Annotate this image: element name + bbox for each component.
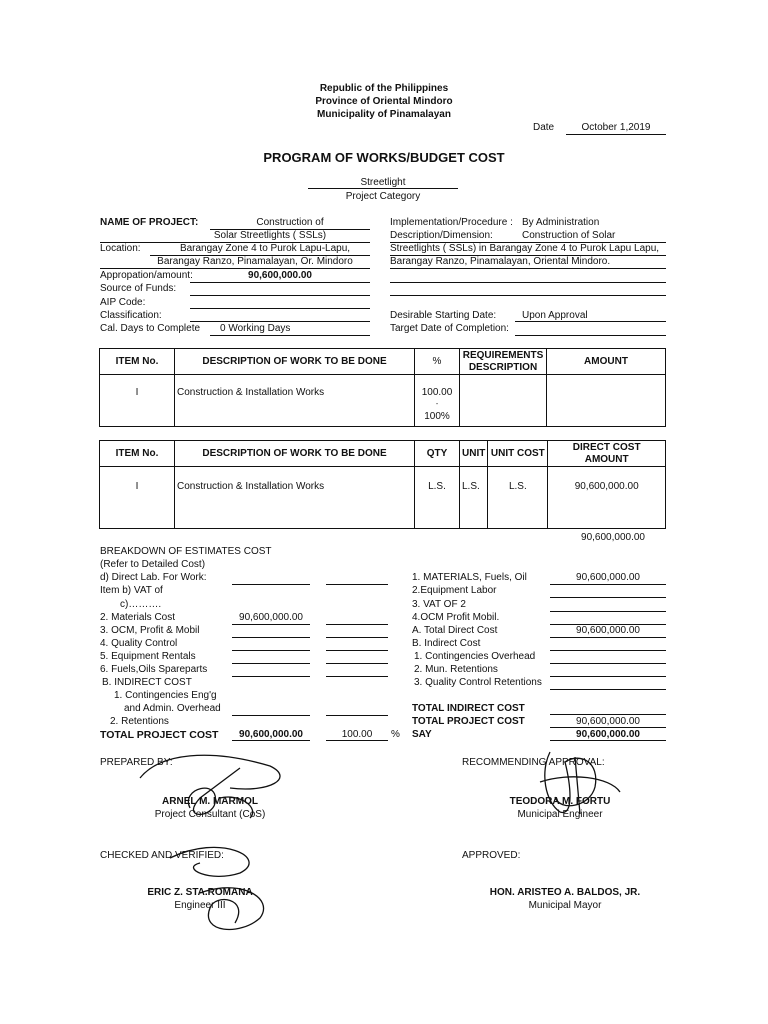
left-total-percent: 100.00: [326, 729, 388, 741]
breakdown-right-label: 2.Equipment Labor: [412, 585, 497, 596]
breakdown-right-label: 4.OCM Profit Mobil.: [412, 612, 500, 623]
breakdown-right-value: [550, 677, 666, 690]
t1-header-amount: AMOUNT: [547, 349, 666, 375]
t2-header-unit: UNIT: [460, 441, 488, 467]
project-name-label: NAME OF PROJECT:: [100, 217, 199, 228]
t1-percent-value: 100.00: [421, 387, 453, 398]
breakdown-left-label: c)……….: [120, 599, 162, 610]
signature-checked: [140, 838, 280, 938]
t2-header-direct-cost: DIRECT COST AMOUNT: [548, 441, 666, 467]
breakdown-right-label: A. Total Direct Cost: [412, 625, 498, 636]
checked-verified-label: CHECKED AND VERIFIED:: [100, 850, 224, 861]
t2-total: 90,600,000.00: [581, 532, 645, 543]
breakdown-left-value: [232, 664, 310, 677]
t2-header-qty: QTY: [415, 441, 460, 467]
t1-requirements: [460, 375, 547, 427]
breakdown-right-label: B. Indirect Cost: [412, 638, 481, 649]
t1-header-percent: %: [415, 349, 460, 375]
location-line2: Barangay Ranzo, Pinamalayan, Or. Mindoro: [157, 256, 353, 267]
recommending-name: TEODORA M. FORTU: [509, 796, 611, 807]
description-label: Description/Dimension:: [390, 230, 493, 241]
say-value: 90,600,000.00: [550, 729, 666, 741]
breakdown-left-label: Item b) VAT of: [100, 585, 163, 596]
approved-title: Municipal Mayor: [528, 900, 602, 911]
implementation-value: By Administration: [522, 217, 600, 228]
breakdown-left-value: [232, 572, 310, 585]
work-percent-table: [99, 348, 666, 427]
percent-sign: %: [391, 729, 400, 740]
breakdown-left-label: and Admin. Overhead: [124, 703, 221, 714]
t2-amount: 90,600,000.00: [548, 467, 666, 529]
signature-prepared: [120, 748, 300, 828]
cal-days-label: Cal. Days to Complete: [100, 323, 201, 334]
t2-unit: L.S.: [460, 467, 488, 529]
header-republic: Republic of the Philippines: [319, 83, 449, 94]
starting-date-label: Desirable Starting Date:: [390, 310, 497, 321]
breakdown-right-label: 1. MATERIALS, Fuels, Oil: [412, 572, 527, 583]
breakdown-right-value: [550, 651, 666, 664]
breakdown-left-value: [232, 651, 310, 664]
description-line3: Barangay Ranzo, Pinamalayan, Oriental Mindoro.: [390, 256, 611, 267]
header-municipality: Municipality of Pinamalayan: [317, 109, 451, 120]
breakdown-left-label: 2. Materials Cost: [100, 612, 176, 623]
table-row: [100, 467, 666, 529]
approved-name: HON. ARISTEO A. BALDOS, JR.: [489, 887, 641, 898]
project-category-value: Streetlight: [308, 177, 458, 189]
header-province: Province of Oriental Mindoro: [315, 96, 453, 107]
t2-header-item: ITEM No.: [100, 441, 175, 467]
breakdown-left-label: 3. OCM, Profit & Mobil: [100, 625, 200, 636]
breakdown-left-value: [232, 638, 310, 651]
implementation-label: Implementation/Procedure :: [390, 217, 513, 228]
date-label: Date: [533, 122, 555, 133]
t2-header-description: DESCRIPTION OF WORK TO BE DONE: [175, 441, 415, 467]
direct-cost-table: [99, 440, 666, 529]
breakdown-right-value: [550, 664, 666, 677]
project-name-line2: Solar Streetlights ( SSLs): [213, 230, 327, 241]
say-label: SAY: [412, 729, 432, 740]
breakdown-right-label: 3. VAT OF 2: [412, 599, 466, 610]
t1-header-requirements: REQUIREMENTS DESCRIPTION: [460, 349, 547, 375]
breakdown-title: BREAKDOWN OF ESTIMATES COST: [100, 546, 272, 557]
t1-percent-dash: -: [435, 401, 439, 408]
t1-amount: [547, 375, 666, 427]
breakdown-subtitle: (Refer to Detailed Cost): [100, 559, 206, 570]
source-of-funds-label: Source of Funds:: [100, 283, 177, 294]
aip-code-label: AIP Code:: [100, 297, 146, 308]
left-total-label: TOTAL PROJECT COST: [100, 729, 219, 741]
table-row: [100, 375, 666, 427]
breakdown-right-label: 2. Mun. Retentions: [414, 664, 498, 675]
breakdown-left-label: d) Direct Lab. For Work:: [100, 572, 207, 583]
cal-days-value: 0 Working Days: [220, 323, 291, 334]
recommending-title: Municipal Engineer: [517, 809, 603, 820]
t2-header-unit-cost: UNIT COST: [488, 441, 548, 467]
recommending-approval-label: RECOMMENDING APPROVAL:: [462, 757, 605, 768]
signature-recommending: [520, 742, 630, 822]
t2-qty: L.S.: [415, 467, 460, 529]
breakdown-left-label: 6. Fuels,Oils Spareparts: [100, 664, 208, 675]
left-total-value: 90,600,000.00: [232, 729, 310, 741]
breakdown-left-value: 90,600,000.00: [232, 612, 310, 625]
starting-date-value: Upon Approval: [522, 310, 588, 321]
t1-description: Construction & Installation Works: [175, 375, 415, 427]
breakdown-right-value: [550, 599, 666, 612]
total-indirect-label: TOTAL INDIRECT COST: [412, 703, 525, 714]
date-value: October 1,2019: [566, 122, 666, 135]
appropriation-label: Appropation/amount:: [100, 270, 193, 281]
breakdown-left-value: [232, 625, 310, 638]
breakdown-right-value: [550, 638, 666, 651]
breakdown-right-value: 90,600,000.00: [550, 572, 666, 585]
total-project-label: TOTAL PROJECT COST: [412, 716, 525, 727]
t2-description: Construction & Installation Works: [175, 467, 415, 529]
prepared-by-title: Project Consultant (CoS): [154, 809, 266, 820]
breakdown-left-value: [232, 703, 310, 716]
t1-header-description: DESCRIPTION OF WORK TO BE DONE: [175, 349, 415, 375]
breakdown-right-label: 1. Contingencies Overhead: [414, 651, 536, 662]
breakdown-right-value: [550, 612, 666, 625]
description-line2: Streetlights ( SSLs) in Barangay Zone 4 to Purok Lapu Lapu,: [390, 243, 660, 254]
breakdown-left-label: B. INDIRECT COST: [102, 677, 192, 688]
breakdown-right-value: 90,600,000.00: [550, 625, 666, 638]
prepared-by-name: ARNEL M. MARMOL: [162, 796, 258, 807]
appropriation-value: 90,600,000.00: [248, 270, 312, 281]
t1-percent: [415, 375, 460, 427]
t2-unit-cost: L.S.: [488, 467, 548, 529]
total-project-value: 90,600,000.00: [550, 716, 666, 728]
t1-percent-total: 100%: [424, 411, 450, 422]
location-line1: Barangay Zone 4 to Purok Lapu-Lapu,: [179, 243, 351, 254]
classification-label: Classification:: [100, 310, 162, 321]
t1-item: I: [100, 375, 175, 427]
breakdown-right-value: [550, 585, 666, 598]
breakdown-left-label: 2. Retentions: [110, 716, 169, 727]
breakdown-left-label: 4. Quality Control: [100, 638, 178, 649]
t2-item: I: [100, 467, 175, 529]
project-name-line1: Construction of: [256, 217, 324, 228]
breakdown-left-label: 5. Equipment Rentals: [100, 651, 196, 662]
breakdown-left-label: 1. Contingencies Eng'g: [114, 690, 217, 701]
target-date-label: Target Date of Completion:: [390, 323, 509, 334]
checked-title: Engineer III: [174, 900, 226, 911]
description-value: Construction of Solar: [522, 230, 616, 241]
checked-name: ERIC Z. STA.ROMANA: [147, 887, 253, 898]
document-title: PROGRAM OF WORKS/BUDGET COST: [263, 150, 505, 165]
project-category-label: Project Category: [345, 191, 421, 202]
location-label: Location:: [100, 243, 141, 254]
approved-label: APPROVED:: [462, 850, 521, 861]
breakdown-right-label: 3. Quality Control Retentions: [414, 677, 542, 688]
t1-header-item: ITEM No.: [100, 349, 175, 375]
prepared-by-label: PREPARED BY:: [100, 757, 173, 768]
